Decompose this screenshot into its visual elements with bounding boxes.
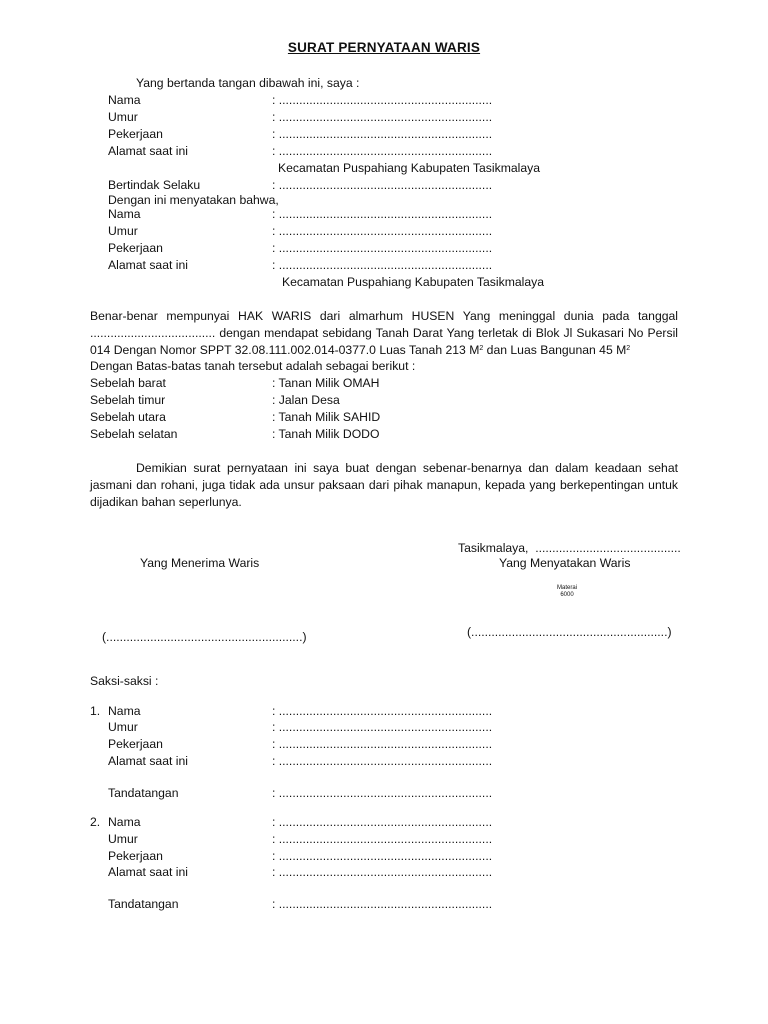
declarer-label: Yang Menyatakan Waris: [499, 556, 631, 570]
witness1-name-field[interactable]: : ...............................................................: [272, 704, 493, 718]
boundary-north-value: : Tanah Milik SAHID: [272, 410, 381, 424]
boundary-east-label: Sebelah timur: [90, 393, 166, 407]
person1-address-label: Alamat saat ini: [108, 144, 188, 158]
witness1-job-field[interactable]: : ...............................................................: [272, 737, 493, 751]
person2-name-field[interactable]: : ...............................................................: [272, 207, 493, 221]
boundary-south-value: : Tanah Milik DODO: [272, 427, 380, 441]
person1-age-label: Umur: [108, 110, 138, 124]
witness2-sign-label: Tandatangan: [108, 897, 179, 911]
witness1-number: 1.: [90, 704, 101, 718]
witness2-address-label: Alamat saat ini: [108, 865, 188, 879]
person2-name-label: Nama: [108, 207, 141, 221]
witness2-name-field[interactable]: : ...............................................................: [272, 815, 493, 829]
person1-name-label: Nama: [108, 93, 141, 107]
place-date-line: Tasikmalaya, ...........................................: [458, 541, 681, 555]
person1-job-label: Pekerjaan: [108, 127, 163, 141]
person1-role-field[interactable]: : ...............................................................: [272, 178, 493, 192]
person1-address-line: Kecamatan Puspahiang Kabupaten Tasikmalaya: [278, 161, 540, 175]
witness1-sign-label: Tandatangan: [108, 786, 179, 800]
boundary-east-value: : Jalan Desa: [272, 393, 340, 407]
receiver-label: Yang Menerima Waris: [140, 556, 260, 570]
person2-address-label: Alamat saat ini: [108, 258, 188, 272]
witness1-sign-field[interactable]: : ...............................................................: [272, 786, 493, 800]
witness2-age-label: Umur: [108, 832, 138, 846]
document-title: SURAT PERNYATAAN WARIS: [287, 40, 481, 55]
boundaries-intro: Dengan Batas-batas tanah tersebut adalah sebagai berikut :: [90, 359, 416, 373]
stamp-duty-placeholder: [552, 585, 582, 599]
declare-line: Dengan ini menyatakan bahwa,: [108, 193, 279, 207]
witness1-address-field[interactable]: : ...............................................................: [272, 754, 493, 768]
witnesses-heading: Saksi-saksi :: [90, 674, 159, 688]
witness2-job-field[interactable]: : ...............................................................: [272, 849, 493, 863]
person1-name-field[interactable]: : ...............................................................: [272, 93, 493, 107]
witness1-address-label: Alamat saat ini: [108, 754, 188, 768]
paragraph-text-2: dan Luas Bangunan 45 M: [483, 343, 627, 357]
witness2-sign-field[interactable]: : ...............................................................: [272, 897, 493, 911]
superscript-1: 2: [479, 345, 484, 352]
intro-line: Yang bertanda tangan dibawah ini, saya :: [136, 76, 360, 90]
witness1-age-field[interactable]: : ...............................................................: [272, 720, 493, 734]
person1-address-field[interactable]: : ...............................................................: [272, 144, 493, 158]
person2-job-label: Pekerjaan: [108, 241, 163, 255]
witness1-age-label: Umur: [108, 720, 138, 734]
witness1-job-label: Pekerjaan: [108, 737, 163, 751]
paragraph-text-1: Benar-benar mempunyai HAK WARIS dari almarhum HUSEN Yang meninggal dunia pada tanggal ..................................... dengan mendapat sebidang Tanah Darat Yang terletak di Blok Jl Sukasari No Persil 014 Dengan Nomor SPPT 32.08.111.002.014-0377.0 Luas Tanah 213 M: [90, 309, 678, 357]
person1-age-field[interactable]: : ...............................................................: [272, 110, 493, 124]
receiver-signature-blank[interactable]: (..........................................................): [102, 630, 307, 644]
person2-age-field[interactable]: : ...............................................................: [272, 224, 493, 238]
witness2-number: 2.: [90, 815, 101, 829]
inheritance-paragraph: [90, 308, 678, 359]
declarer-signature-blank[interactable]: (..........................................................): [467, 625, 672, 639]
witness1-name-label: Nama: [108, 704, 141, 718]
superscript-2: 2: [626, 345, 631, 352]
boundary-south-label: Sebelah selatan: [90, 427, 178, 441]
witness2-age-field[interactable]: : ...............................................................: [272, 832, 493, 846]
stamp-line-1: Materai: [556, 585, 577, 591]
witness2-address-field[interactable]: : ...............................................................: [272, 865, 493, 879]
stamp-line-2: 6000: [560, 592, 574, 598]
person2-address-line: Kecamatan Puspahiang Kabupaten Tasikmalaya: [282, 275, 544, 289]
boundary-west-value: : Tanan Milik OMAH: [272, 376, 380, 390]
person2-age-label: Umur: [108, 224, 138, 238]
person1-role-label: Bertindak Selaku: [108, 178, 201, 192]
person1-job-field[interactable]: : ...............................................................: [272, 127, 493, 141]
person2-job-field[interactable]: : ...............................................................: [272, 241, 493, 255]
boundary-north-label: Sebelah utara: [90, 410, 166, 424]
closing-paragraph: Demikian surat pernyataan ini saya buat dengan sebenar-benarnya dan dalam keadaan sehat jasmani dan rohani, juga tidak ada unsur paksaan dari pihak manapun, kepada yang berkepentingan untuk dijadikan bahan seperlunya.: [90, 461, 678, 509]
person2-address-field[interactable]: : ...............................................................: [272, 258, 493, 272]
boundary-west-label: Sebelah barat: [90, 376, 166, 390]
witness2-job-label: Pekerjaan: [108, 849, 163, 863]
witness2-name-label: Nama: [108, 815, 141, 829]
